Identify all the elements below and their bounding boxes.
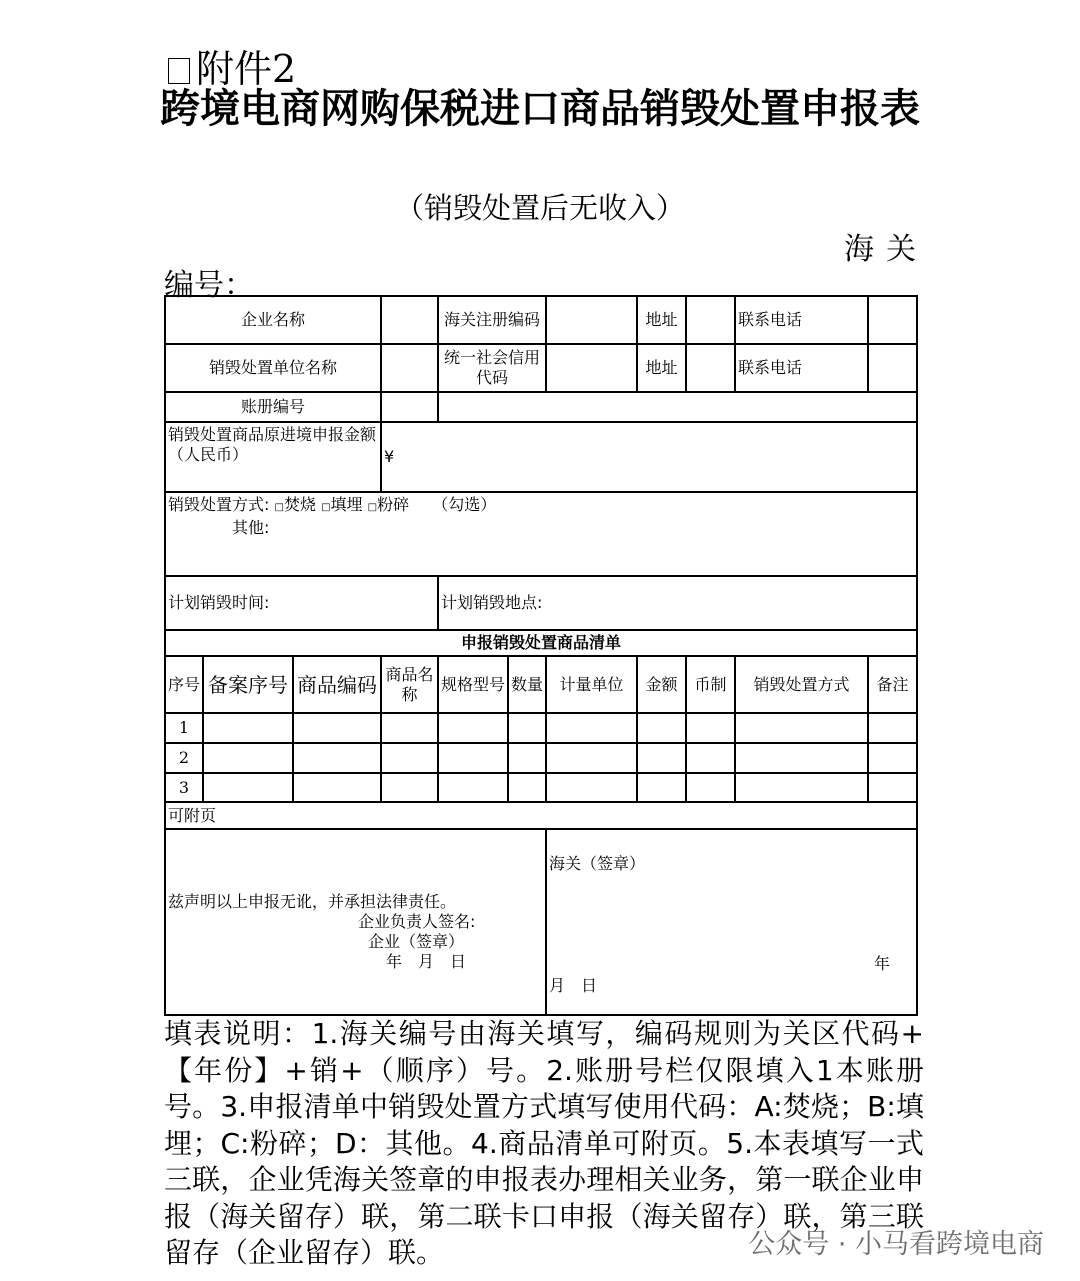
col-header: 序号 — [165, 656, 203, 713]
checkbox-icon — [168, 58, 190, 84]
fill-instructions: 填表说明：1.海关编号由海关填写，编码规则为关区代码+【年份】+销+（顺序）号。2.账册号栏仅限填入1本账册号。3.申报清单中销毁处置方式填写使用代码：A:焚烧；B:填埋；C:粉碎；D：其他。4.商品清单可附页。5.本表填写一式三联，企业凭海关签章的申报表办理相关业务，第一联企业申报（海关留存）联，第二联卡口申报（海关留存）联，第三联留存（企业留存）联。 — [164, 1017, 924, 1269]
phone-field[interactable] — [868, 296, 917, 344]
col-header: 备注 — [868, 656, 917, 713]
cell[interactable] — [293, 773, 381, 802]
page-title: 跨境电商网购保税进口商品销毁处置申报表 — [160, 86, 920, 132]
cell[interactable] — [293, 743, 381, 773]
col-header: 商品名称 — [381, 656, 438, 713]
option-label: 焚烧 — [283, 495, 316, 514]
cell[interactable] — [203, 743, 293, 773]
cell[interactable] — [735, 713, 868, 743]
address-label-2: 地址 — [637, 344, 686, 392]
cell[interactable] — [381, 713, 438, 743]
cell[interactable] — [735, 743, 868, 773]
table-row — [165, 743, 917, 773]
enterprise-date: 年 月 日 — [386, 952, 467, 971]
phone-label: 联系电话 — [735, 296, 868, 344]
page-subtitle: （销毁处置后无收入） — [394, 191, 685, 225]
col-header: 销毁处置方式 — [735, 656, 868, 713]
cell[interactable] — [203, 773, 293, 802]
phone-label-2: 联系电话 — [735, 344, 868, 392]
col-header: 币制 — [686, 656, 735, 713]
cell[interactable] — [381, 773, 438, 802]
method-hint: （勾选） — [432, 495, 497, 514]
customs-month-day: 月 日 — [549, 976, 598, 995]
row-number: 1 — [165, 713, 203, 743]
col-header: 金额 — [637, 656, 686, 713]
disposal-unit-field[interactable] — [381, 344, 438, 392]
ledger-no-extra[interactable] — [438, 392, 917, 422]
enterprise-name-label: 企业名称 — [165, 296, 381, 344]
cell[interactable] — [546, 743, 637, 773]
customs-label: 海关 — [844, 232, 928, 267]
col-header: 商品编码 — [293, 656, 381, 713]
watermark: 公众号 · 小马看跨境电商 — [748, 1229, 1044, 1260]
credit-code-label: 统一社会信用代码 — [438, 344, 546, 392]
attachable-note: 可附页 — [165, 802, 917, 829]
ledger-no-field[interactable] — [381, 392, 438, 422]
table-row — [165, 713, 917, 743]
customs-seal-label: 海关（签章） — [549, 854, 646, 873]
list-title: 申报销毁处置商品清单 — [165, 630, 917, 656]
declaration-form — [164, 295, 918, 1016]
original-amount-field[interactable] — [381, 422, 917, 492]
enterprise-seal-label[interactable]: 企业（签章） — [368, 932, 465, 951]
col-header: 备案序号 — [203, 656, 293, 713]
cell[interactable] — [203, 713, 293, 743]
phone-field-2[interactable] — [868, 344, 917, 392]
customs-year: 年 — [874, 954, 891, 973]
table-row — [165, 773, 917, 802]
address-field[interactable] — [686, 296, 735, 344]
disposal-method-cell — [165, 492, 917, 576]
cell[interactable] — [868, 773, 917, 802]
enterprise-declaration — [165, 829, 546, 1015]
option-crush[interactable]: □粉碎 — [367, 495, 410, 514]
cell[interactable] — [735, 773, 868, 802]
cell[interactable] — [438, 773, 508, 802]
option-landfill[interactable]: □填埋 — [321, 495, 363, 514]
cell[interactable] — [686, 713, 735, 743]
cell[interactable] — [686, 773, 735, 802]
cell[interactable] — [868, 743, 917, 773]
cell[interactable] — [546, 713, 637, 743]
disposal-unit-label: 销毁处置单位名称 — [165, 344, 381, 392]
address-label: 地址 — [637, 296, 686, 344]
cell[interactable] — [381, 743, 438, 773]
option-incinerate[interactable]: □焚烧 — [274, 495, 316, 514]
cell[interactable] — [508, 743, 546, 773]
signer-label[interactable]: 企业负责人签名: — [358, 912, 476, 931]
other-label: 其他: — [232, 518, 270, 537]
col-header: 数量 — [508, 656, 546, 713]
cell[interactable] — [546, 773, 637, 802]
plan-place-field[interactable]: 计划销毁地点: — [438, 576, 917, 630]
customs-reg-code-label: 海关注册编码 — [438, 296, 546, 344]
col-header: 计量单位 — [546, 656, 637, 713]
yen-symbol: ¥ — [384, 447, 395, 466]
serial-label: 编号： — [164, 268, 254, 303]
cell[interactable] — [293, 713, 381, 743]
cell[interactable] — [508, 773, 546, 802]
row-number: 2 — [165, 743, 203, 773]
ledger-no-label: 账册编号 — [165, 392, 381, 422]
cell[interactable] — [508, 713, 546, 743]
option-label: 填埋 — [330, 495, 363, 514]
row-number: 3 — [165, 773, 203, 802]
credit-code-field[interactable] — [546, 344, 637, 392]
enterprise-name-field[interactable] — [381, 296, 438, 344]
cell[interactable] — [868, 713, 917, 743]
plan-time-field[interactable]: 计划销毁时间: — [165, 576, 438, 630]
declaration-text: 兹声明以上申报无讹，并承担法律责任。 — [168, 892, 457, 911]
customs-reg-code-field[interactable] — [546, 296, 637, 344]
cell[interactable] — [438, 743, 508, 773]
address-field-2[interactable] — [686, 344, 735, 392]
option-label: 粉碎 — [377, 495, 410, 514]
col-header: 规格型号 — [438, 656, 508, 713]
cell[interactable] — [637, 743, 686, 773]
customs-seal-cell[interactable] — [546, 829, 917, 1015]
method-label: 销毁处置方式: — [168, 495, 270, 514]
cell[interactable] — [686, 743, 735, 773]
cell[interactable] — [438, 713, 508, 743]
original-amount-label: 销毁处置商品原进境申报金额（人民币） — [165, 422, 381, 492]
attachment-text: 附件2 — [196, 47, 297, 91]
cell[interactable] — [637, 713, 686, 743]
list-header-row — [165, 656, 917, 713]
cell[interactable] — [637, 773, 686, 802]
